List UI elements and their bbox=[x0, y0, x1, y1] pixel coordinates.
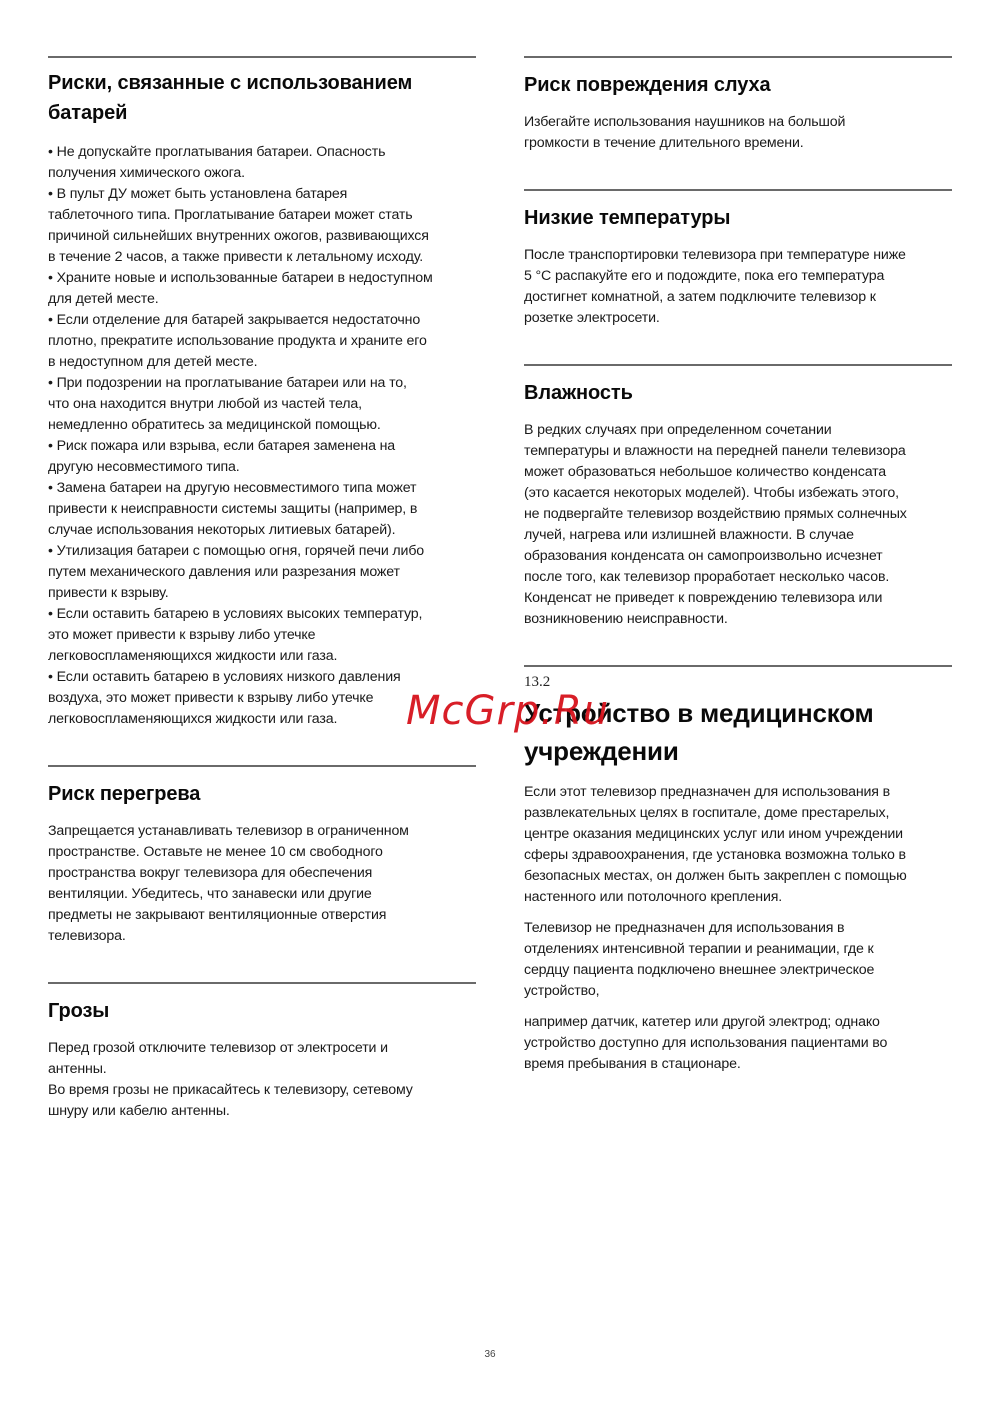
body-line: Конденсат не приведет к повреждению телевизора или bbox=[524, 590, 883, 606]
body-line: в течение 2 часов, а также привести к летальному исходу. bbox=[48, 249, 424, 265]
section-divider bbox=[524, 189, 952, 191]
body-line: пространства вокруг телевизора для обеспечения bbox=[48, 865, 373, 881]
body-line: Во время грозы не прикасайтесь к телевизору, сетевому bbox=[48, 1082, 413, 1098]
body-line: предметы не закрывают вентиляционные отверстия bbox=[48, 907, 387, 923]
body-line: сердцу пациента подключено внешнее электрическое bbox=[524, 962, 875, 978]
body-line: путем механического давления или разрезания может bbox=[48, 564, 400, 580]
chapter-paragraph bbox=[524, 782, 952, 908]
body-line: может образоваться небольшое количество конденсата bbox=[524, 464, 887, 480]
body-line: привести к неисправности системы защиты (например, в bbox=[48, 501, 418, 517]
section-overheat-risk bbox=[48, 765, 476, 957]
section-divider bbox=[48, 982, 476, 984]
body-line: возникновению неисправности. bbox=[524, 611, 728, 627]
body-line: • При подозрении на проглатывание батареи или на то, bbox=[48, 375, 407, 391]
body-line: устройство доступно для использования пациентами во bbox=[524, 1035, 888, 1051]
body-line: привести к взрыву. bbox=[48, 585, 169, 601]
title-line: Устройство в медицинском bbox=[524, 698, 874, 728]
page-number: 36 bbox=[484, 1349, 496, 1360]
body-line: образования конденсата он самопроизвольно исчезнет bbox=[524, 548, 883, 564]
body-line: другую несовместимого типа. bbox=[48, 459, 240, 475]
body-line: сферы здравоохранения, где установка возможна только в bbox=[524, 847, 906, 863]
body-line: например датчик, катетер или другой электрод; однако bbox=[524, 1014, 880, 1030]
body-line: что она находится внутри любой из частей тела, bbox=[48, 396, 362, 412]
section-thunderstorms bbox=[48, 982, 476, 1132]
body-line: В редких случаях при определенном сочетании bbox=[524, 422, 832, 438]
section-low-temperatures bbox=[524, 189, 952, 339]
body-line: Запрещается устанавливать телевизор в ограниченном bbox=[48, 823, 409, 839]
body-line: немедленно обратитесь за медицинской помощью. bbox=[48, 417, 381, 433]
body-line: таблеточного типа. Проглатывание батареи может стать bbox=[48, 207, 413, 223]
body-line: • Не допускайте проглатывания батареи. Опасность bbox=[48, 144, 386, 160]
heading-line: Риски, связанные с использованием bbox=[48, 72, 413, 94]
section-heading: Низкие температуры bbox=[524, 207, 731, 229]
body-line: Если этот телевизор предназначен для использования в bbox=[524, 784, 891, 800]
body-line: воздуха, это может привести к взрыву либо утечке bbox=[48, 690, 374, 706]
chapter-number: 13.2 bbox=[524, 674, 551, 690]
body-line: После транспортировки телевизора при температуре ниже bbox=[524, 247, 906, 263]
body-line: вентиляции. Убедитесь, что занавески или другие bbox=[48, 886, 372, 902]
chapter-divider bbox=[524, 665, 952, 667]
body-line: • Если оставить батарею в условиях высоких температур, bbox=[48, 606, 423, 622]
left-column bbox=[48, 56, 476, 1119]
body-line: легковоспламеняющихся жидкости или газа. bbox=[48, 648, 338, 664]
body-line: • Замена батареи на другую несовместимого типа может bbox=[48, 480, 417, 496]
body-line: шнуру или кабелю антенны. bbox=[48, 1103, 230, 1119]
body-line: не подвергайте телевизор воздействию прямых солнечных bbox=[524, 506, 907, 522]
body-line: это может привести к взрыву либо утечке bbox=[48, 627, 316, 643]
body-line: лучей, нагрева или излишней влажности. В случае bbox=[524, 527, 854, 543]
body-line: 5 °C распакуйте его и подождите, пока его температура bbox=[524, 268, 885, 284]
title-line: учреждении bbox=[524, 736, 679, 766]
section-body bbox=[524, 112, 952, 154]
section-body bbox=[524, 420, 952, 630]
section-heading: Грозы bbox=[48, 1000, 110, 1022]
body-line: развлекательных целях в госпитале, доме престарелых, bbox=[524, 805, 890, 821]
body-line: получения химического ожога. bbox=[48, 165, 245, 181]
section-heading bbox=[48, 68, 476, 128]
section-divider bbox=[524, 364, 952, 366]
body-line: плотно, прекратите использование продукта и храните его bbox=[48, 333, 427, 349]
body-line: • В пульт ДУ может быть установлена батарея bbox=[48, 186, 348, 202]
section-heading: Риск повреждения слуха bbox=[524, 74, 771, 96]
body-line: • Утилизация батареи с помощью огня, горячей печи либо bbox=[48, 543, 425, 559]
section-body bbox=[48, 142, 476, 730]
chapter-paragraph bbox=[524, 1012, 952, 1075]
body-line: случае использования некоторых литиевых батарей). bbox=[48, 522, 396, 538]
body-line: центре оказания медицинских услуг или ином учреждении bbox=[524, 826, 903, 842]
section-body bbox=[48, 1038, 476, 1122]
section-heading: Риск перегрева bbox=[48, 783, 201, 805]
body-line: температуры и влажности на передней панели телевизора bbox=[524, 443, 906, 459]
section-divider bbox=[524, 56, 952, 58]
body-line: в недоступном для детей месте. bbox=[48, 354, 258, 370]
body-line: • Если оставить батарею в условиях низкого давления bbox=[48, 669, 401, 685]
body-line: Перед грозой отключите телевизор от электросети и bbox=[48, 1040, 388, 1056]
heading-line: батарей bbox=[48, 102, 128, 124]
chapter-paragraph bbox=[524, 918, 952, 1002]
body-line: • Риск пожара или взрыва, если батарея заменена на bbox=[48, 438, 396, 454]
watermark: McGrp.Ru bbox=[406, 688, 610, 734]
body-line: достигнет комнатной, а затем подключите телевизор к bbox=[524, 289, 876, 305]
section-divider bbox=[48, 56, 476, 58]
body-line: устройство, bbox=[524, 983, 600, 999]
section-body bbox=[524, 245, 952, 329]
body-line: громкости в течение длительного времени. bbox=[524, 135, 804, 151]
section-body bbox=[48, 821, 476, 947]
body-line: отделениях интенсивной терапии и реанимации, где к bbox=[524, 941, 874, 957]
body-line: (это касается некоторых моделей). Чтобы избежать этого, bbox=[524, 485, 899, 501]
body-line: розетке электросети. bbox=[524, 310, 660, 326]
body-line: пространстве. Оставьте не менее 10 см свободного bbox=[48, 844, 383, 860]
section-battery-risks bbox=[48, 56, 476, 730]
body-line: • Если отделение для батарей закрывается недостаточно bbox=[48, 312, 421, 328]
body-line: • Храните новые и использованные батареи в недоступном bbox=[48, 270, 433, 286]
body-line: после того, как телевизор проработает несколько часов. bbox=[524, 569, 890, 585]
body-line: причиной сильнейших внутренних ожогов, развивающихся bbox=[48, 228, 429, 244]
body-line: Телевизор не предназначен для использования в bbox=[524, 920, 845, 936]
body-line: антенны. bbox=[48, 1061, 107, 1077]
section-heading: Влажность bbox=[524, 382, 633, 404]
section-humidity bbox=[524, 364, 952, 640]
body-line: телевизора. bbox=[48, 928, 126, 944]
body-line: для детей месте. bbox=[48, 291, 159, 307]
section-divider bbox=[48, 765, 476, 767]
section-hearing-damage bbox=[524, 56, 952, 164]
body-line: Избегайте использования наушников на большой bbox=[524, 114, 846, 130]
body-line: безопасных местах, он должен быть закреплен с помощью bbox=[524, 868, 907, 884]
body-line: время пребывания в стационаре. bbox=[524, 1056, 741, 1072]
body-line: настенного или потолочного крепления. bbox=[524, 889, 783, 905]
body-line: легковоспламеняющихся жидкости или газа. bbox=[48, 711, 338, 727]
